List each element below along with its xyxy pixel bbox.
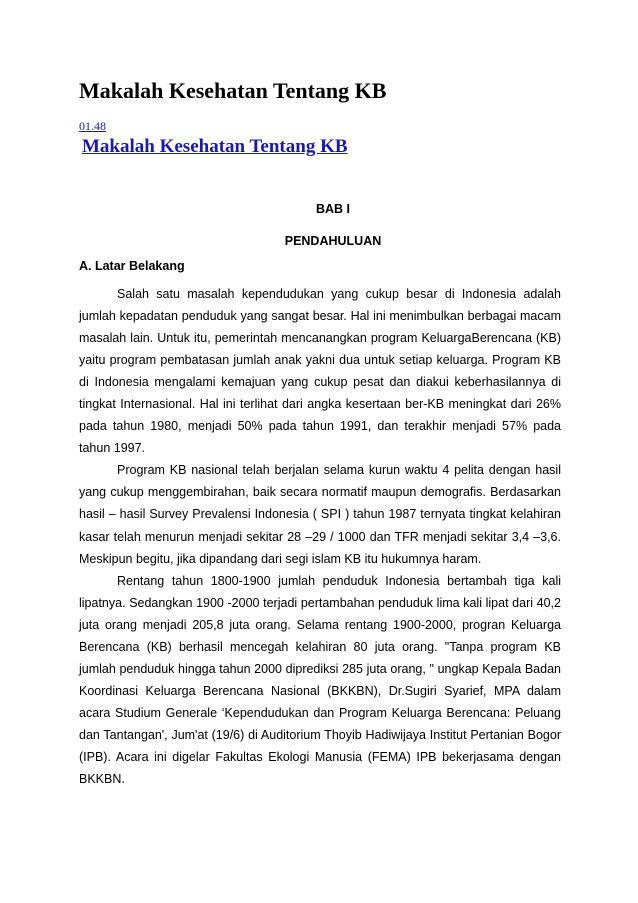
- post-timestamp-link[interactable]: 01.48: [79, 119, 106, 133]
- body-text: [79, 283, 561, 790]
- post-title-link[interactable]: Makalah Kesehatan Tentang KB: [82, 136, 348, 157]
- document-title: Makalah Kesehatan Tentang KB: [79, 78, 387, 103]
- chapter-title: PENDAHULUAN: [284, 234, 382, 248]
- paragraph-2: Program KB nasional telah berjalan selama kurun waktu 4 pelita dengan hasil yang cukup menggembirahan, baik secara normatif maupun demografis. Berdasarkan hasil – hasil Survey Prevalensi Indonesia ( SPI ) tahun 1987 ternyata tingkat kelahiran kasar telah menurun menjadi sekitar 28 –29 / 1000 dan TFR menjadi sekitar 3,4 –3,6. Meskipun begitu, jika dipandang dari segi islam KB itu hukumnya haram.: [79, 463, 561, 566]
- section-heading: A. Latar Belakang: [79, 259, 185, 273]
- paragraph-1: Salah satu masalah kependudukan yang cukup besar di Indonesia adalah jumlah kepadatan penduduk yang sangat besar. Hal ini menimbulkan berbagai macam masalah lain. Untuk itu, pemerintah mencanangkan program KeluargaBerencana (KB) yaitu program pembatasan jumlah anak yakni dua untuk setiap keluarga. Program KB di Indonesia mengalami kemajuan yang cukup pesat dan diakui keberhasilannya di tingkat Internasional. Hal ini terlihat dari angka kesertaan ber-KB meningkat dari 26% pada tahun 1980, menjadi 50% pada tahun 1991, dan terakhir menjadi 57% pada tahun 1997.: [79, 287, 561, 456]
- chapter-number: BAB I: [315, 202, 351, 216]
- paragraph-3: Rentang tahun 1800-1900 jumlah penduduk Indonesia bertambah tiga kali lipatnya. Sedangkan 1900 -2000 terjadi pertambahan penduduk lima kali lipat dari 40,2 juta orang menjadi 205,8 juta orang. Selama rentang 1900-2000, progran Keluarga Berencana (KB) berhasil mencegah kelahiran 80 juta orang. "Tanpa program KB jumlah penduduk hingga tahun 2000 diprediksi 285 juta orang, " ungkap Kepala Badan Koordinasi Keluarga Berencana Nasional (BKKBN), Dr.Sugiri Syarief, MPA dalam acara Studium Generale ‘Kependudukan dan Program Keluarga Berencana: Peluang dan Tantangan', Jum'at (19/6) di Auditorium Thoyib Hadiwijaya Institut Pertanian Bogor (IPB). Acara ini digelar Fakultas Ekologi Manusia (FEMA) IPB bekerjasama dengan BKKBN.: [79, 573, 561, 787]
